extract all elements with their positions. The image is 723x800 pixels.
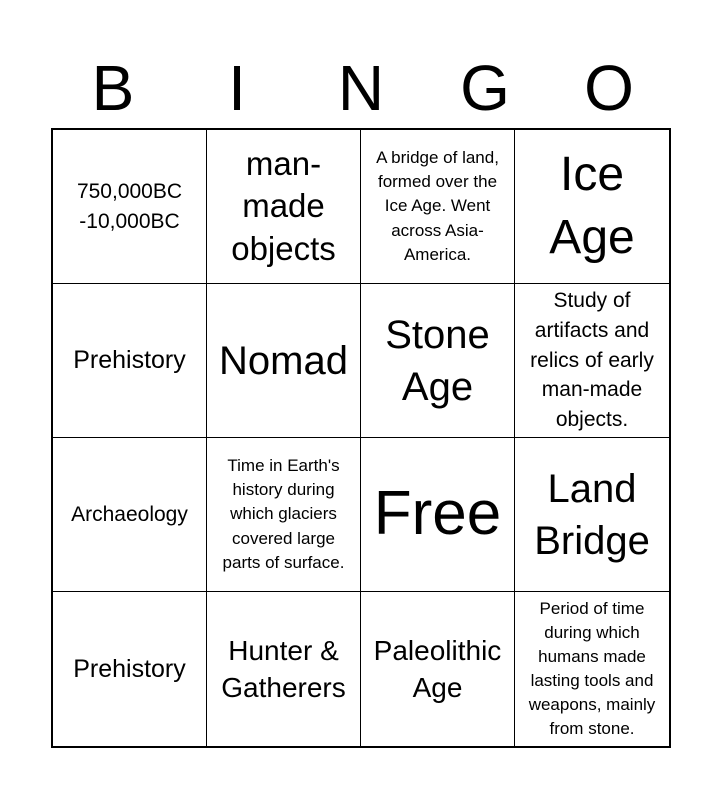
cell-text: 750,000BC -10,000BC xyxy=(76,179,183,233)
bingo-cell[interactable] xyxy=(361,592,515,746)
cell-text: Land Bridge xyxy=(534,466,650,563)
bingo-cell[interactable] xyxy=(207,284,361,438)
bingo-cell[interactable] xyxy=(53,130,207,284)
cell-text: Time in Earth's history during which glaciers covered large parts of surface. xyxy=(222,456,345,572)
cell-text: Study of artifacts and relics of early man-made objects. xyxy=(530,288,654,432)
cell-text: Archaeology xyxy=(71,502,188,526)
bingo-cell[interactable] xyxy=(515,592,669,746)
bingo-cell[interactable] xyxy=(515,284,669,438)
header-letter-n: N xyxy=(337,52,385,124)
bingo-cell[interactable] xyxy=(361,130,515,284)
bingo-cell[interactable] xyxy=(515,438,669,592)
free-space-cell[interactable] xyxy=(361,438,515,592)
cell-text: Prehistory xyxy=(73,346,186,375)
header-letter-b: B xyxy=(91,52,135,124)
bingo-cell[interactable] xyxy=(207,592,361,746)
bingo-cell[interactable] xyxy=(53,284,207,438)
cell-text: man-made objects xyxy=(231,145,336,267)
cell-text: Prehistory xyxy=(73,654,186,683)
header-letter-o: O xyxy=(584,52,634,124)
bingo-header xyxy=(51,52,671,124)
bingo-cell[interactable] xyxy=(207,438,361,592)
bingo-board xyxy=(51,128,671,748)
bingo-cell[interactable] xyxy=(207,130,361,284)
bingo-cell[interactable] xyxy=(361,284,515,438)
cell-text: Hunter & Gatherers xyxy=(221,634,346,703)
free-space-text: Free xyxy=(373,479,502,549)
cell-text: Period of time during which humans made lasting tools and weapons, mainly from stone. xyxy=(528,598,656,739)
cell-text: Stone Age xyxy=(385,312,490,409)
bingo-cell[interactable] xyxy=(53,592,207,746)
header-letter-i: I xyxy=(228,52,246,124)
cell-text: Ice Age xyxy=(549,148,635,264)
cell-text: Nomad xyxy=(219,338,348,383)
bingo-cell[interactable] xyxy=(515,130,669,284)
cell-text: A bridge of land, formed over the Ice Age. Went across Asia-America. xyxy=(376,148,499,264)
bingo-cell[interactable] xyxy=(53,438,207,592)
cell-text: Paleolithic Age xyxy=(373,634,502,703)
header-letter-g: G xyxy=(460,52,510,124)
